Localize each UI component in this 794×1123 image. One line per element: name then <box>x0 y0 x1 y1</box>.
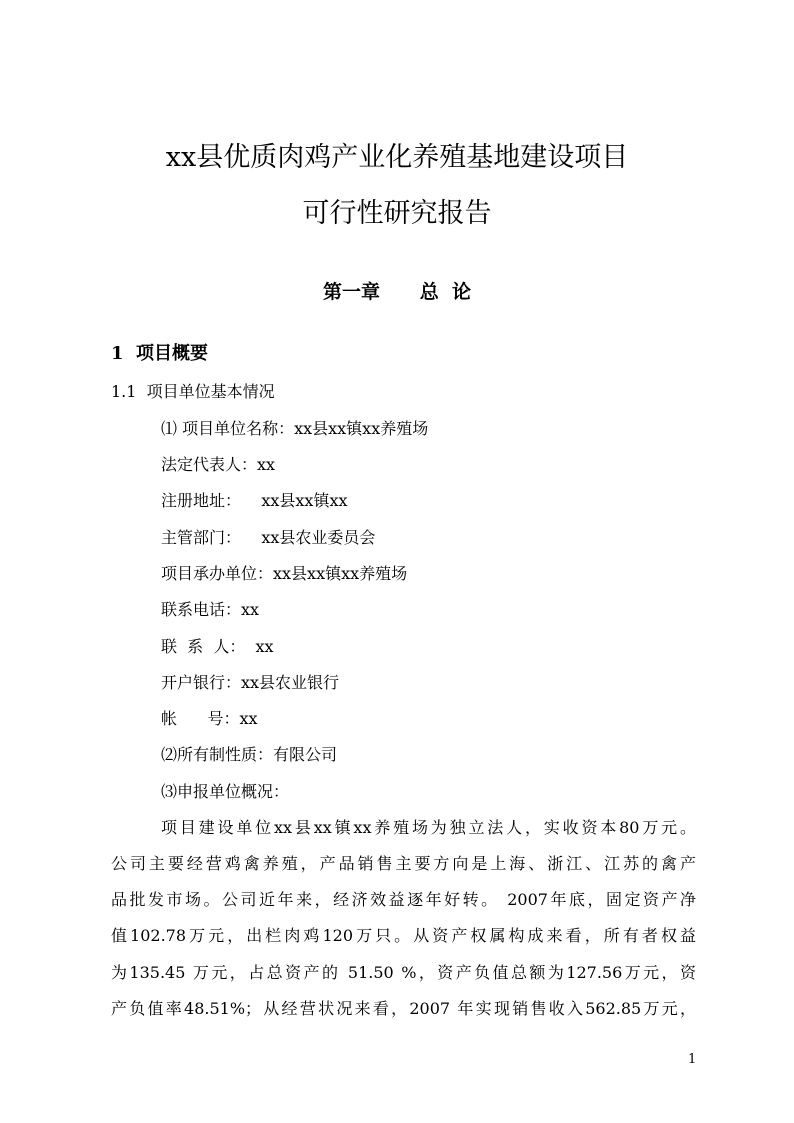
item-unit-name: ⑴ 项目单位名称：xx县xx镇xx养殖场 <box>161 419 429 438</box>
section-heading: 1 项目概要 <box>111 343 209 364</box>
subsection-heading: 1.1 项目单位基本情况 <box>111 382 275 401</box>
document-title-line2: 可行性研究报告 <box>302 198 492 229</box>
page-number: 1 <box>688 1052 697 1067</box>
item-account: 帐 号：xx <box>161 709 258 728</box>
item-reg-address: 注册地址： xx县xx镇xx <box>161 491 348 510</box>
paragraph-line: 产负值率48.51%；从经营状况来看，2007 年实现销售收入562.85万元， <box>111 999 696 1018</box>
paragraph-line: 品批发市场。公司近年来，经济效益逐年好转。 2007年底，固定资产净 <box>111 890 696 909</box>
paragraph-line: 为135.45 万元，占总资产的 51.50 %，资产负值总额为127.56万元，资 <box>111 963 696 982</box>
item-phone: 联系电话：xx <box>161 600 260 619</box>
document-title-line1: xx县优质肉鸡产业化养殖基地建设项目 <box>165 142 629 173</box>
item-overview: ⑶申报单位概况： <box>161 782 290 801</box>
item-contact: 联 系 人： xx <box>161 637 274 656</box>
paragraph-line: 项目建设单位xx县xx镇xx养殖场为独立法人，实收资本80万元。 <box>161 818 696 837</box>
chapter-heading: 第一章 总 论 <box>323 281 471 303</box>
item-undertaking-unit: 项目承办单位：xx县xx镇xx养殖场 <box>161 564 408 583</box>
item-legal-rep: 法定代表人：xx <box>161 455 276 474</box>
paragraph-line: 值102.78万元，出栏肉鸡120万只。从资产权属构成来看，所有者权益 <box>111 926 696 945</box>
item-bank: 开户银行：xx县农业银行 <box>161 673 340 692</box>
item-supervisor: 主管部门： xx县农业委员会 <box>161 528 376 547</box>
item-ownership: ⑵所有制性质：有限公司 <box>161 745 338 764</box>
paragraph-line: 公司主要经营鸡禽养殖，产品销售主要方向是上海、浙江、江苏的禽产 <box>111 854 696 873</box>
